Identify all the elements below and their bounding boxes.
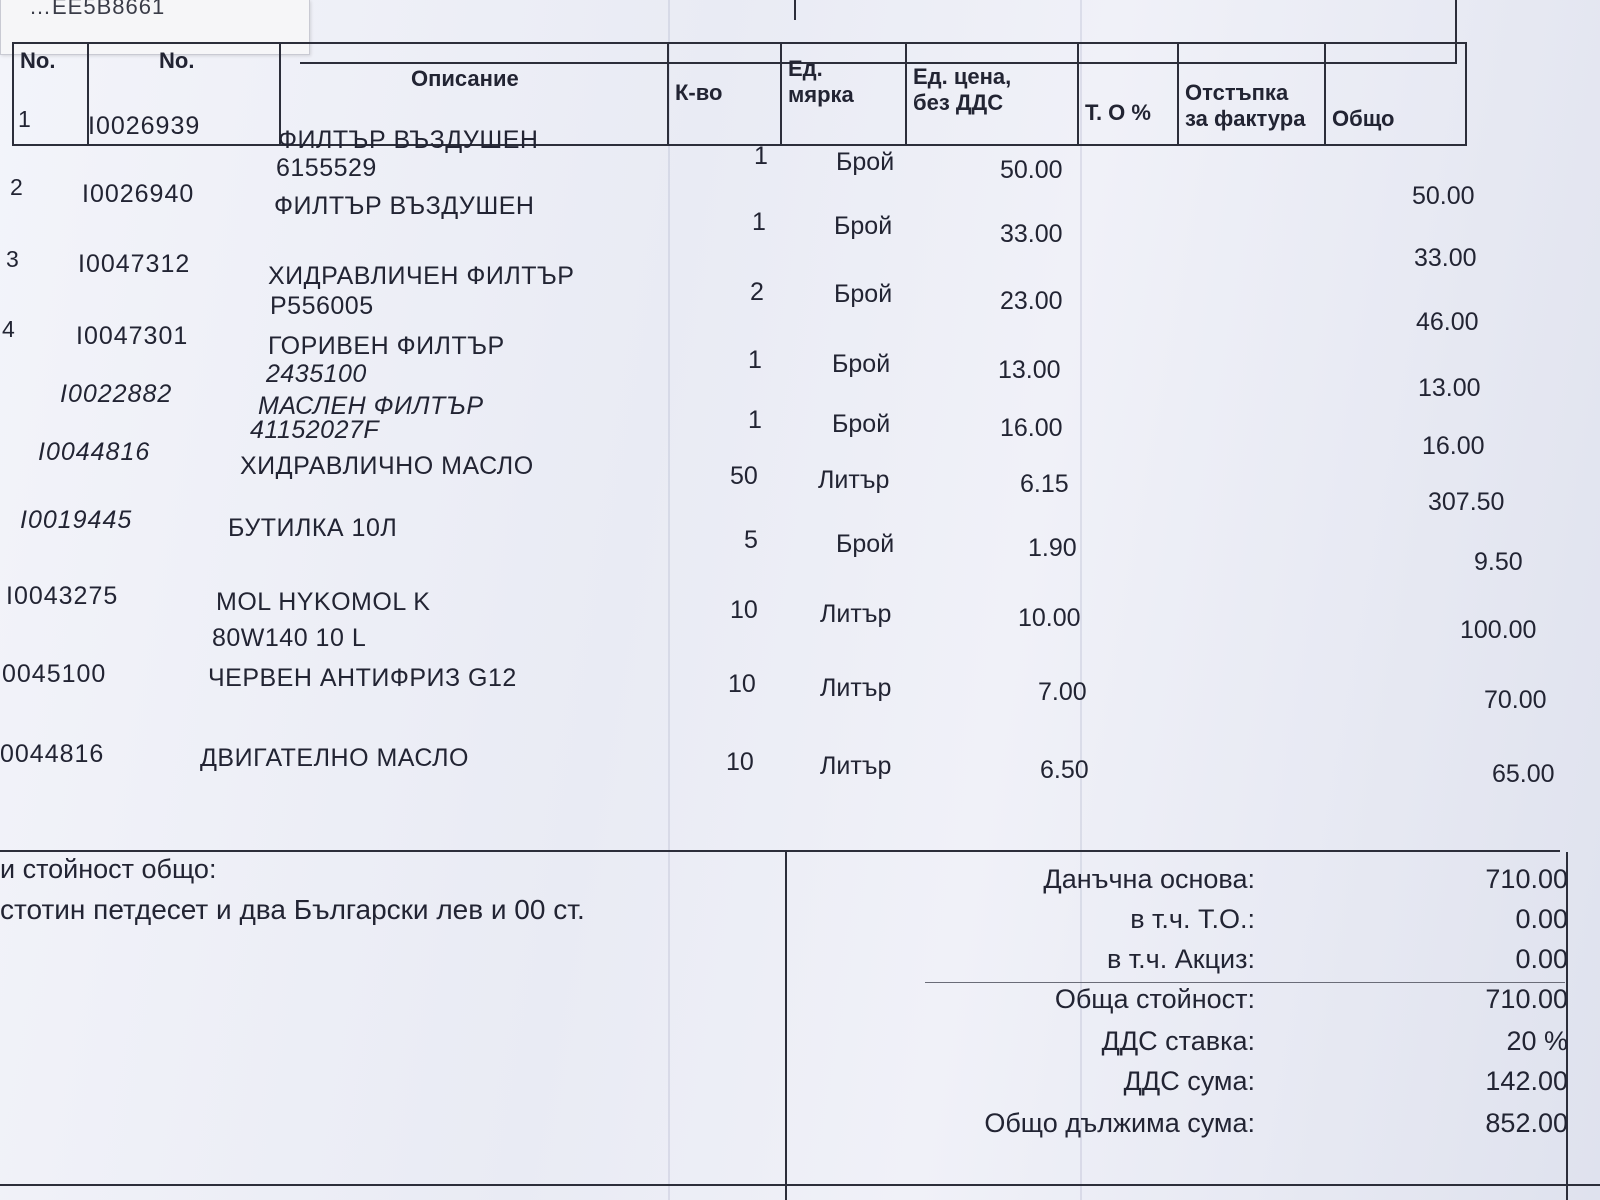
col-tax-label: Т. О % — [1085, 100, 1151, 125]
row-uom: Брой — [836, 530, 895, 558]
row-pos: 3 — [6, 246, 19, 272]
receipt-number-fragment: …EE5B8661 — [29, 0, 166, 19]
row-description-2: 80W140 10 L — [212, 624, 367, 652]
row-total: 9.50 — [1474, 548, 1523, 576]
row-pos: 4 — [2, 316, 15, 342]
total-value-to: 0.00 — [1515, 904, 1568, 934]
table-header — [12, 42, 1467, 146]
row-description: ФИЛТЪР ВЪЗДУШЕН — [278, 126, 539, 154]
row-total: 46.00 — [1416, 308, 1479, 336]
footer-rule — [0, 1184, 1600, 1186]
total-label-total-value: Обща стойност: — [1054, 984, 1255, 1014]
row-price: 16.00 — [1000, 414, 1063, 442]
col-total-header — [1324, 44, 1467, 144]
row-price: 13.00 — [998, 356, 1061, 384]
total-label-excise: в т.ч. Акциз: — [1106, 944, 1255, 974]
row-price: 33.00 — [1000, 220, 1063, 248]
row-code: I0019445 — [20, 506, 133, 534]
row-total: 33.00 — [1414, 244, 1477, 272]
col-code-label: No. — [159, 48, 195, 73]
row-pos: 2 — [10, 174, 23, 200]
col-pos-label: No. — [20, 48, 56, 73]
row-qty: 2 — [750, 278, 764, 306]
col-qty-label: К-во — [675, 80, 723, 105]
row-code: I0044816 — [38, 438, 151, 466]
row-total: 100.00 — [1460, 616, 1537, 644]
row-total: 70.00 — [1484, 686, 1547, 714]
row-description: ГОРИВЕН ФИЛТЪР — [268, 332, 505, 360]
total-label-vat-rate: ДДС ставка: — [1101, 1026, 1255, 1056]
row-qty: 1 — [752, 208, 766, 236]
row-description: ХИДРАВЛИЧЕН ФИЛТЪР — [268, 262, 575, 290]
row-description: БУТИЛКА 10Л — [228, 514, 398, 542]
row-uom: Литър — [820, 600, 892, 628]
row-code: I0026939 — [88, 112, 201, 140]
total-label-vat-amount: ДДС сума: — [1123, 1066, 1255, 1096]
paper-fold — [1080, 0, 1082, 1200]
totals-separator — [925, 982, 1565, 983]
total-label-amount-due: Общо дължима сума: — [984, 1108, 1255, 1138]
col-price-label-2: без ДДС — [913, 90, 1004, 115]
col-desc-label: Описание — [411, 66, 519, 91]
row-uom: Брой — [834, 280, 893, 308]
total-value-vat-rate: 20 % — [1506, 1026, 1568, 1056]
col-uom-label-1: Ед. — [788, 56, 823, 81]
col-qty-header — [667, 44, 780, 144]
row-uom: Литър — [820, 752, 892, 780]
row-total: 65.00 — [1492, 760, 1555, 788]
row-code: I0047301 — [76, 322, 189, 350]
row-description-2: 6155529 — [276, 154, 377, 182]
row-code: I0026940 — [82, 180, 195, 208]
row-qty: 5 — [744, 526, 758, 554]
row-code: I0043275 — [6, 582, 119, 610]
row-total: 50.00 — [1412, 182, 1475, 210]
total-value-total-value: 710.00 — [1485, 984, 1568, 1014]
row-description: MOL HYKOMOL K — [216, 588, 431, 616]
row-price: 6.50 — [1040, 756, 1089, 784]
row-description-2: 41152027F — [250, 416, 380, 444]
row-uom: Брой — [834, 212, 893, 240]
paper-fold — [668, 0, 670, 1200]
row-code: 0044816 — [0, 740, 105, 768]
row-price: 1.90 — [1028, 534, 1077, 562]
row-description: МАСЛЕН ФИЛТЪР — [258, 392, 484, 420]
col-discount-header — [1177, 44, 1324, 144]
row-qty: 50 — [730, 462, 758, 490]
total-label-tax-base: Данъчна основа: — [1043, 864, 1255, 894]
row-description: ДВИГАТЕЛНО МАСЛО — [200, 744, 469, 772]
row-price: 10.00 — [1018, 604, 1081, 632]
totals-divider — [785, 852, 787, 1200]
row-uom: Брой — [836, 148, 895, 176]
row-code: I0047312 — [78, 250, 191, 278]
totals-top-rule — [0, 850, 1560, 852]
total-value-vat-amount: 142.00 — [1485, 1066, 1568, 1096]
total-label-to: в т.ч. Т.О.: — [1130, 904, 1255, 934]
col-uom-header — [780, 44, 905, 144]
amount-in-words-label: и стойност общо: — [0, 854, 217, 884]
row-qty: 10 — [728, 670, 756, 698]
row-qty: 1 — [748, 406, 762, 434]
row-uom: Литър — [820, 674, 892, 702]
row-description: ЧЕРВЕН АНТИФРИЗ G12 — [208, 664, 517, 692]
total-value-amount-due: 852.00 — [1485, 1108, 1568, 1138]
row-qty: 1 — [748, 346, 762, 374]
total-value-excise: 0.00 — [1515, 944, 1568, 974]
row-code: I0022882 — [60, 380, 173, 408]
col-price-label-1: Ед. цена, — [913, 64, 1012, 89]
amount-in-words-value: стотин петдесет и два Български лев и 00 ст. — [0, 894, 585, 925]
col-discount-label-1: Отстъпка — [1185, 80, 1289, 105]
col-price-header — [905, 44, 1077, 144]
row-uom: Брой — [832, 410, 891, 438]
col-total-label: Общо — [1332, 106, 1395, 131]
row-uom: Брой — [832, 350, 891, 378]
row-total: 13.00 — [1418, 374, 1481, 402]
row-total: 307.50 — [1428, 488, 1505, 516]
row-price: 6.15 — [1020, 470, 1069, 498]
col-discount-label-2: за фактура — [1185, 106, 1306, 131]
row-qty: 1 — [754, 142, 768, 170]
header-box-divider — [794, 0, 796, 20]
row-pos: 1 — [18, 106, 31, 132]
row-description: ФИЛТЪР ВЪЗДУШЕН — [274, 192, 535, 220]
row-code: 0045100 — [2, 660, 107, 688]
row-description-2: 2435100 — [266, 360, 367, 388]
row-price: 7.00 — [1038, 678, 1087, 706]
total-value-tax-base: 710.00 — [1485, 864, 1568, 894]
row-description-2: P556005 — [270, 292, 374, 320]
row-price: 50.00 — [1000, 156, 1063, 184]
row-description: ХИДРАВЛИЧНО МАСЛО — [240, 452, 534, 480]
col-uom-label-2: мярка — [788, 82, 854, 107]
row-uom: Литър — [818, 466, 890, 494]
row-total: 16.00 — [1422, 432, 1485, 460]
col-tax-header — [1077, 44, 1177, 144]
row-qty: 10 — [730, 596, 758, 624]
row-qty: 10 — [726, 748, 754, 776]
row-price: 23.00 — [1000, 287, 1063, 315]
